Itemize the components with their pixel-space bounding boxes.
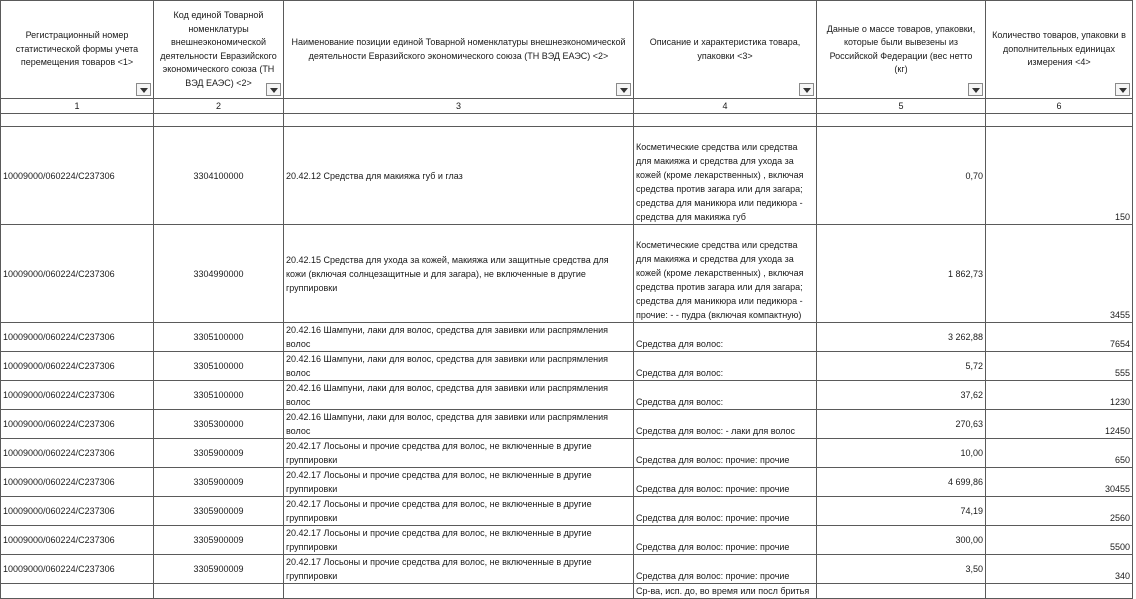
quantity-cell[interactable]: 5500 xyxy=(986,526,1133,555)
description-cell[interactable]: Средства для волос: прочие: прочие xyxy=(634,468,817,497)
header-cell[interactable] xyxy=(634,1,817,99)
mass-cell[interactable]: 4 699,86 xyxy=(817,468,986,497)
description-cell[interactable]: Ср-ва, исп. до, во время или посл бритья xyxy=(634,584,817,599)
header-row xyxy=(1,1,1133,99)
quantity-cell[interactable]: 12450 xyxy=(986,410,1133,439)
reg-number-cell[interactable]: 10009000/060224/C237306 xyxy=(1,410,154,439)
column-number-cell[interactable]: 5 xyxy=(817,99,986,114)
header-text: Данные о массе товаров, упаковки, которые были вывезены из Российской Федерации (вес нетто (кг) xyxy=(826,23,976,74)
column-number-cell[interactable]: 2 xyxy=(154,99,284,114)
header-cell[interactable] xyxy=(817,1,986,99)
description-cell[interactable]: Средства для волос: прочие: прочие xyxy=(634,526,817,555)
tnved-code-cell[interactable]: 3305900009 xyxy=(154,555,284,584)
table-row xyxy=(1,410,1133,439)
reg-number-cell[interactable] xyxy=(1,584,154,599)
empty-cell[interactable] xyxy=(986,114,1133,127)
position-name-cell[interactable]: 20.42.16 Шампуни, лаки для волос, средства для завивки или распрямления волос xyxy=(284,323,634,352)
tnved-code-cell[interactable]: 3305900009 xyxy=(154,468,284,497)
tnved-code-cell[interactable]: 3305300000 xyxy=(154,410,284,439)
description-cell[interactable]: Средства для волос: xyxy=(634,352,817,381)
header-cell[interactable] xyxy=(284,1,634,99)
description-cell[interactable]: Средства для волос: xyxy=(634,323,817,352)
quantity-cell[interactable]: 30455 xyxy=(986,468,1133,497)
position-name-cell[interactable]: 20.42.15 Средства для ухода за кожей, макияжа или защитные средства для кожи (включая солнцезащитные и для загара), не включенные в другие группировки xyxy=(284,225,634,323)
table-row xyxy=(1,468,1133,497)
filter-dropdown-icon[interactable] xyxy=(136,83,151,96)
filter-dropdown-icon[interactable] xyxy=(266,83,281,96)
description-cell[interactable]: Косметические средства или средства для макияжа и средства для ухода за кожей (кроме лекарственных) , включая средства против загара или для загара; средства для маникюра или педикюра - прочие: - - пудра (включая компактную) xyxy=(634,225,817,323)
tnved-code-cell[interactable]: 3305900009 xyxy=(154,439,284,468)
empty-cell[interactable] xyxy=(817,114,986,127)
description-cell[interactable]: Косметические средства или средства для макияжа и средства для ухода за кожей (кроме лекарственных) , включая средства против загара или для загара; средства для маникюра или педикюра - средства для макияжа губ xyxy=(634,127,817,225)
mass-cell[interactable]: 3,50 xyxy=(817,555,986,584)
filter-dropdown-icon[interactable] xyxy=(616,83,631,96)
position-name-cell[interactable]: 20.42.17 Лосьоны и прочие средства для волос, не включенные в другие группировки xyxy=(284,497,634,526)
quantity-cell[interactable]: 150 xyxy=(986,127,1133,225)
mass-cell[interactable]: 37,62 xyxy=(817,381,986,410)
reg-number-cell[interactable]: 10009000/060224/C237306 xyxy=(1,352,154,381)
filter-dropdown-icon[interactable] xyxy=(968,83,983,96)
mass-cell[interactable]: 5,72 xyxy=(817,352,986,381)
mass-cell[interactable]: 270,63 xyxy=(817,410,986,439)
empty-cell[interactable] xyxy=(154,114,284,127)
header-text: Количество товаров, упаковки в дополнительных единицах измерения <4> xyxy=(992,30,1126,68)
description-cell[interactable]: Средства для волос: прочие: прочие xyxy=(634,497,817,526)
column-number-row xyxy=(1,99,1133,114)
mass-cell[interactable]: 10,00 xyxy=(817,439,986,468)
tnved-code-cell[interactable]: 3305100000 xyxy=(154,352,284,381)
quantity-cell[interactable]: 650 xyxy=(986,439,1133,468)
table-row xyxy=(1,439,1133,468)
header-text: Регистрационный номер статистической формы учета перемещения товаров <1> xyxy=(15,30,139,68)
position-name-cell[interactable]: 20.42.17 Лосьоны и прочие средства для волос, не включенные в другие группировки xyxy=(284,526,634,555)
empty-row xyxy=(1,114,1133,127)
reg-number-cell[interactable]: 10009000/060224/C237306 xyxy=(1,497,154,526)
quantity-cell[interactable]: 7654 xyxy=(986,323,1133,352)
filter-dropdown-icon[interactable] xyxy=(799,83,814,96)
empty-cell[interactable] xyxy=(284,114,634,127)
position-name-cell[interactable]: 20.42.16 Шампуни, лаки для волос, средства для завивки или распрямления волос xyxy=(284,410,634,439)
reg-number-cell[interactable]: 10009000/060224/C237306 xyxy=(1,127,154,225)
table-row-partial xyxy=(1,584,1133,599)
filter-dropdown-icon[interactable] xyxy=(1115,83,1130,96)
header-cell[interactable] xyxy=(986,1,1133,99)
reg-number-cell[interactable]: 10009000/060224/C237306 xyxy=(1,381,154,410)
table-row xyxy=(1,352,1133,381)
header-cell[interactable] xyxy=(154,1,284,99)
tnved-code-cell[interactable]: 3304100000 xyxy=(154,127,284,225)
description-cell[interactable]: Средства для волос: прочие: прочие xyxy=(634,555,817,584)
position-name-cell[interactable]: 20.42.12 Средства для макияжа губ и глаз xyxy=(284,127,634,225)
quantity-cell[interactable]: 1230 xyxy=(986,381,1133,410)
table-row xyxy=(1,323,1133,352)
column-number-cell[interactable]: 6 xyxy=(986,99,1133,114)
position-name-cell[interactable]: 20.42.17 Лосьоны и прочие средства для волос, не включенные в другие группировки xyxy=(284,439,634,468)
mass-cell[interactable]: 74,19 xyxy=(817,497,986,526)
column-number-cell[interactable]: 4 xyxy=(634,99,817,114)
header-text: Наименование позиции единой Товарной номенклатуры внешнеэкономической деятельности Евразийского экономического союза (ТН ВЭД ЕАЭС) <2> xyxy=(291,37,626,61)
table-row xyxy=(1,225,1133,323)
table-row xyxy=(1,526,1133,555)
quantity-cell[interactable]: 3455 xyxy=(986,225,1133,323)
position-name-cell[interactable]: 20.42.17 Лосьоны и прочие средства для волос, не включенные в другие группировки xyxy=(284,555,634,584)
tnved-code-cell[interactable]: 3305100000 xyxy=(154,381,284,410)
quantity-cell[interactable]: 555 xyxy=(986,352,1133,381)
header-cell[interactable] xyxy=(1,1,154,99)
reg-number-cell[interactable]: 10009000/060224/C237306 xyxy=(1,439,154,468)
position-name-cell[interactable]: 20.42.16 Шампуни, лаки для волос, средства для завивки или распрямления волос xyxy=(284,352,634,381)
position-name-cell[interactable]: 20.42.16 Шампуни, лаки для волос, средства для завивки или распрямления волос xyxy=(284,381,634,410)
tnved-code-cell[interactable]: 3305900009 xyxy=(154,526,284,555)
table-row xyxy=(1,497,1133,526)
table-body xyxy=(1,127,1133,584)
tnved-code-cell[interactable]: 3305100000 xyxy=(154,323,284,352)
mass-cell[interactable]: 0,70 xyxy=(817,127,986,225)
table-row xyxy=(1,555,1133,584)
reg-number-cell[interactable]: 10009000/060224/C237306 xyxy=(1,468,154,497)
mass-cell[interactable]: 1 862,73 xyxy=(817,225,986,323)
mass-cell[interactable]: 3 262,88 xyxy=(817,323,986,352)
quantity-cell[interactable]: 2560 xyxy=(986,497,1133,526)
column-number-cell[interactable]: 3 xyxy=(284,99,634,114)
quantity-cell[interactable]: 340 xyxy=(986,555,1133,584)
empty-cell[interactable] xyxy=(634,114,817,127)
reg-number-cell[interactable]: 10009000/060224/C237306 xyxy=(1,225,154,323)
table-row xyxy=(1,381,1133,410)
mass-cell[interactable]: 300,00 xyxy=(817,526,986,555)
column-number-cell[interactable]: 1 xyxy=(1,99,154,114)
header-text: Описание и характеристика товара, упаковки <3> xyxy=(649,37,801,61)
reg-number-cell[interactable]: 10009000/060224/C237306 xyxy=(1,555,154,584)
mass-cell[interactable] xyxy=(817,584,986,599)
tnved-code-cell[interactable] xyxy=(154,584,284,599)
reg-number-cell[interactable]: 10009000/060224/C237306 xyxy=(1,526,154,555)
header-text: Код единой Товарной номенклатуры внешнеэкономической деятельности Евразийского экономического союза (ТН ВЭД ЕАЭС) <2> xyxy=(160,10,277,88)
table-row xyxy=(1,127,1133,225)
description-cell[interactable]: Средства для волос: прочие: прочие xyxy=(634,439,817,468)
tnved-code-cell[interactable]: 3304990000 xyxy=(154,225,284,323)
description-cell[interactable]: Средства для волос: - лаки для волос xyxy=(634,410,817,439)
position-name-cell[interactable] xyxy=(284,584,634,599)
tnved-code-cell[interactable]: 3305900009 xyxy=(154,497,284,526)
reg-number-cell[interactable]: 10009000/060224/C237306 xyxy=(1,323,154,352)
empty-cell[interactable] xyxy=(1,114,154,127)
quantity-cell[interactable] xyxy=(986,584,1133,599)
position-name-cell[interactable]: 20.42.17 Лосьоны и прочие средства для волос, не включенные в другие группировки xyxy=(284,468,634,497)
description-cell[interactable]: Средства для волос: xyxy=(634,381,817,410)
